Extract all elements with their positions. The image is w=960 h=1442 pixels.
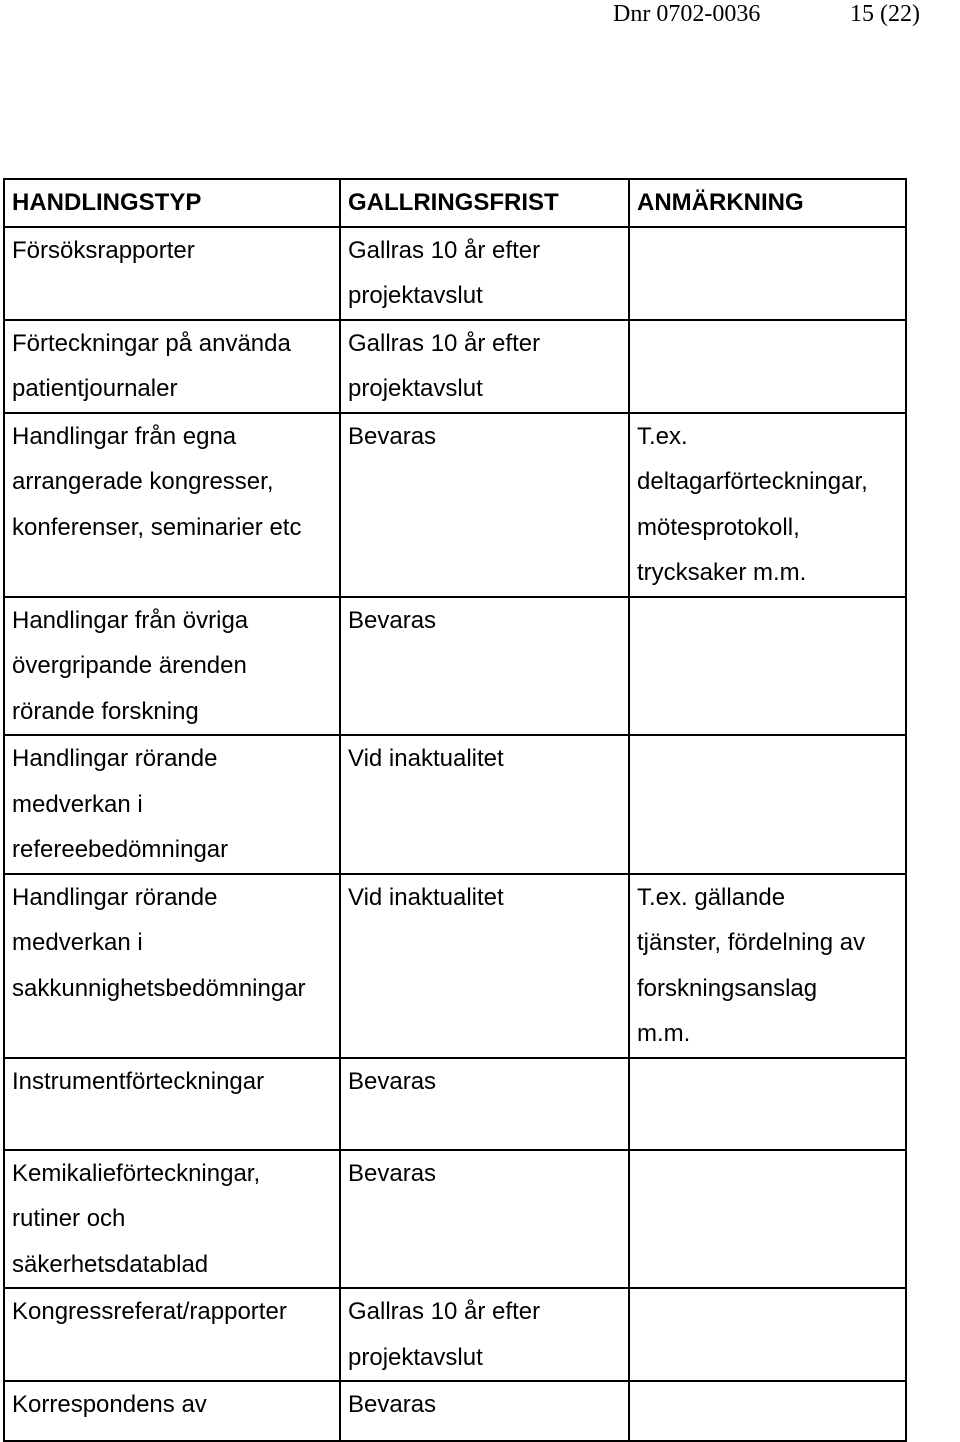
cell-type: Försöksrapporter [4,227,340,320]
cell-note [629,227,906,320]
table-row [4,1058,906,1150]
table-row [4,874,906,1058]
table-row [4,1288,906,1381]
cell-note [629,1288,906,1381]
cell-type: Handlingar rörande medverkan i refereebedömningar [4,735,340,874]
cell-note [629,597,906,736]
cell-deadline: Gallras 10 år efter projektavslut [340,1288,629,1381]
table-row [4,597,906,736]
cell-deadline: Bevaras [340,1381,629,1441]
cell-note [629,735,906,874]
document-number: Dnr 0702-0036 [613,1,761,27]
retention-table [3,178,907,1442]
table-row [4,1381,906,1441]
table-row [4,735,906,874]
cell-type: Kemikalieförteckningar, rutiner och säkerhetsdatablad [4,1150,340,1289]
cell-deadline: Gallras 10 år efter projektavslut [340,227,629,320]
cell-type: Korrespondens av [4,1381,340,1441]
cell-deadline: Gallras 10 år efter projektavslut [340,320,629,413]
table-row [4,1150,906,1289]
cell-note [629,1058,906,1150]
column-header-deadline: GALLRINGSFRIST [340,179,629,227]
cell-deadline: Bevaras [340,1150,629,1289]
table-row [4,227,906,320]
cell-deadline: Bevaras [340,1058,629,1150]
cell-note: T.ex. deltagarförteckningar, mötesprotokoll, trycksaker m.m. [629,413,906,597]
page-header [0,0,960,30]
cell-note [629,320,906,413]
column-header-type: HANDLINGSTYP [4,179,340,227]
cell-type: Handlingar från egna arrangerade kongresser, konferenser, seminarier etc [4,413,340,597]
cell-type: Instrumentförteckningar [4,1058,340,1150]
cell-type: Handlingar från övriga övergripande ärenden rörande forskning [4,597,340,736]
table-row [4,320,906,413]
column-header-note: ANMÄRKNING [629,179,906,227]
cell-deadline: Vid inaktualitet [340,874,629,1058]
table-row [4,413,906,597]
cell-note [629,1381,906,1441]
cell-note [629,1150,906,1289]
page-number: 15 (22) [850,1,920,27]
cell-type: Förteckningar på använda patientjournaler [4,320,340,413]
cell-type: Handlingar rörande medverkan i sakkunnighetsbedömningar [4,874,340,1058]
cell-note: T.ex. gällande tjänster, fördelning av forskningsanslag m.m. [629,874,906,1058]
cell-deadline: Vid inaktualitet [340,735,629,874]
cell-deadline: Bevaras [340,413,629,597]
table-header-row [4,179,906,227]
cell-type: Kongressreferat/rapporter [4,1288,340,1381]
cell-deadline: Bevaras [340,597,629,736]
